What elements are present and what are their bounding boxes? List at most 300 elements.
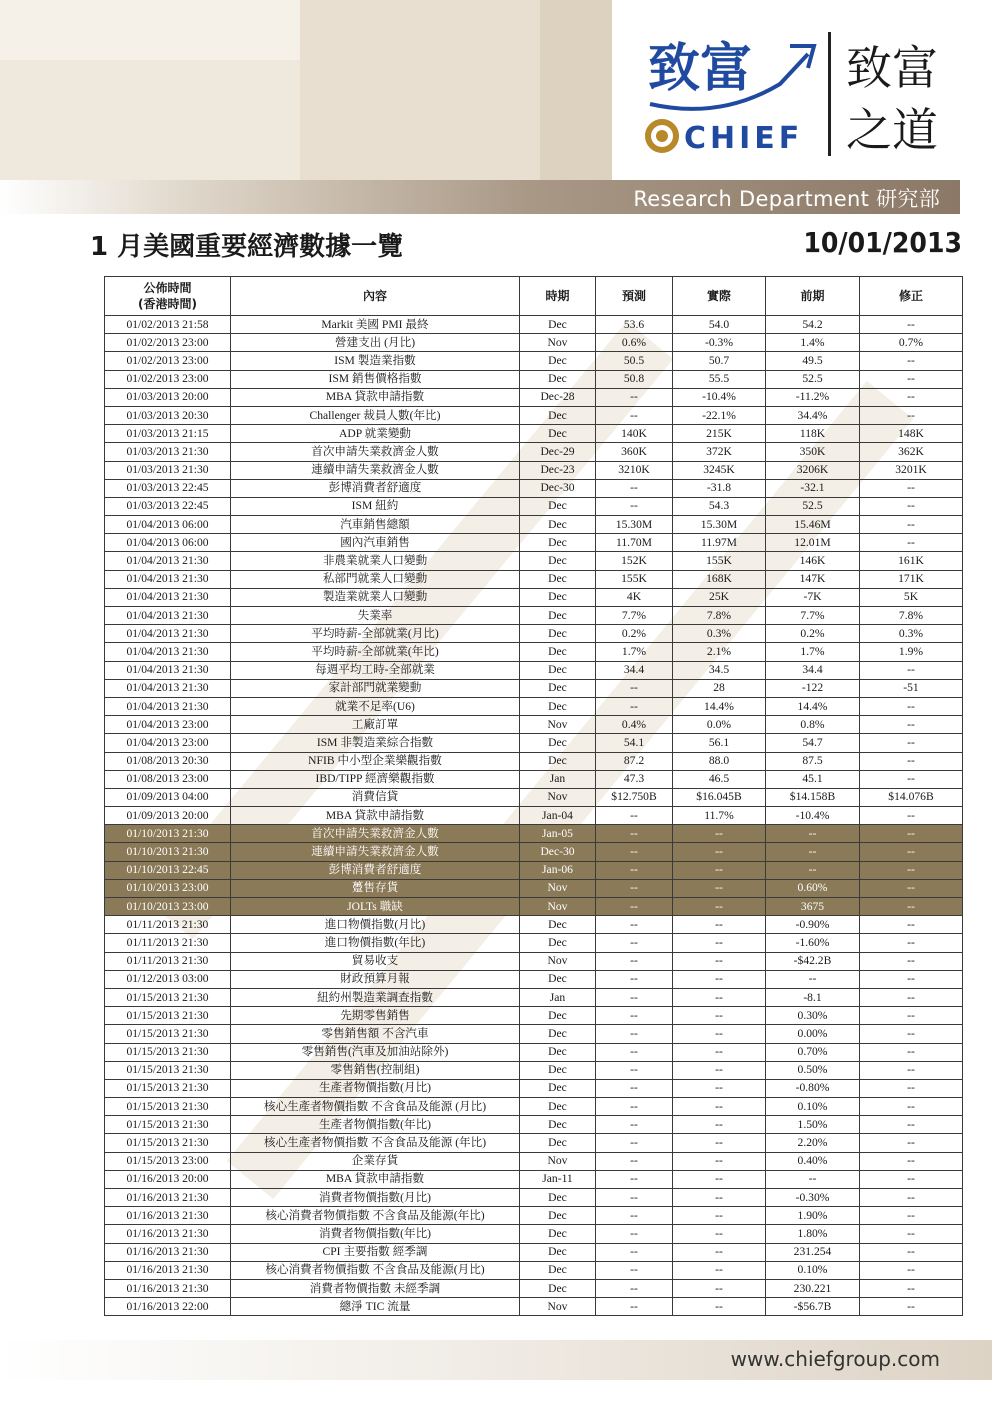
cell-release-time: 01/02/2013 23:00 — [105, 352, 231, 370]
column-header-release-time: 公佈時間 (香港時間) — [105, 277, 231, 316]
cell-release-time: 01/15/2013 21:30 — [105, 1025, 231, 1043]
cell-content: 營建支出 (月比) — [231, 334, 520, 352]
cell-content: 零售銷售(控制組) — [231, 1061, 520, 1079]
cell-previous: 0.70% — [766, 1043, 860, 1061]
cell-previous: 2.20% — [766, 1134, 860, 1152]
cell-revised: 161K — [860, 552, 963, 570]
cell-revised: -- — [860, 898, 963, 916]
cell-revised: -- — [860, 1298, 963, 1316]
cell-revised: -- — [860, 825, 963, 843]
cell-content: 失業率 — [231, 607, 520, 625]
cell-release-time: 01/15/2013 21:30 — [105, 988, 231, 1006]
cell-actual: $16.045B — [673, 788, 766, 806]
cell-previous: -- — [766, 843, 860, 861]
cell-content: 核心消費者物價指數 不含食品及能源(年比) — [231, 1207, 520, 1225]
cell-release-time: 01/15/2013 21:30 — [105, 1007, 231, 1025]
cell-period: Nov — [520, 716, 596, 734]
cell-actual: -22.1% — [673, 406, 766, 424]
cell-previous: 0.30% — [766, 1007, 860, 1025]
cell-revised: -- — [860, 1061, 963, 1079]
cell-content: ADP 就業變動 — [231, 425, 520, 443]
cell-previous: 87.5 — [766, 752, 860, 770]
cell-release-time: 01/03/2013 22:45 — [105, 497, 231, 515]
cell-content: MBA 貸款申請指數 — [231, 388, 520, 406]
cell-period: Dec-29 — [520, 443, 596, 461]
cell-revised: -- — [860, 1043, 963, 1061]
cell-forecast: -- — [596, 1116, 673, 1134]
cell-actual: -- — [673, 1098, 766, 1116]
cell-content: 進口物價指數(月比) — [231, 916, 520, 934]
table-row — [105, 988, 963, 1006]
cell-forecast: -- — [596, 406, 673, 424]
table-row — [105, 970, 963, 988]
cell-content: CPI 主要指數 經季調 — [231, 1243, 520, 1261]
table-row — [105, 1261, 963, 1279]
cell-content: 總淨 TIC 流量 — [231, 1298, 520, 1316]
cell-period: Dec — [520, 734, 596, 752]
cell-period: Dec — [520, 1061, 596, 1079]
cell-period: Dec-23 — [520, 461, 596, 479]
cell-revised: -- — [860, 661, 963, 679]
cell-actual: 11.7% — [673, 807, 766, 825]
cell-actual: 11.97M — [673, 534, 766, 552]
cell-revised: 148K — [860, 425, 963, 443]
table-row — [105, 734, 963, 752]
cell-forecast: -- — [596, 1243, 673, 1261]
cell-actual: -- — [673, 970, 766, 988]
cell-period: Dec — [520, 643, 596, 661]
cell-content: 財政預算月報 — [231, 970, 520, 988]
cell-forecast: 50.5 — [596, 352, 673, 370]
chief-logo — [640, 24, 960, 164]
cell-release-time: 01/15/2013 21:30 — [105, 1098, 231, 1116]
cell-content: 企業存貨 — [231, 1152, 520, 1170]
cell-previous: -- — [766, 970, 860, 988]
cell-period: Nov — [520, 1298, 596, 1316]
column-header-revised: 修正 — [860, 277, 963, 316]
cell-forecast: -- — [596, 697, 673, 715]
cell-forecast: 15.30M — [596, 516, 673, 534]
cell-previous: -0.80% — [766, 1079, 860, 1097]
cell-revised: -- — [860, 1243, 963, 1261]
cell-previous: 3206K — [766, 461, 860, 479]
cell-previous: 12.01M — [766, 534, 860, 552]
cell-release-time: 01/04/2013 21:30 — [105, 552, 231, 570]
cell-content: ISM 銷售價格指數 — [231, 370, 520, 388]
cell-forecast: 360K — [596, 443, 673, 461]
table-row — [105, 1079, 963, 1097]
cell-content: 躉售存貨 — [231, 879, 520, 897]
cell-actual: 15.30M — [673, 516, 766, 534]
cell-previous: 0.60% — [766, 879, 860, 897]
cell-content: 零售銷售(汽車及加油站除外) — [231, 1043, 520, 1061]
cell-actual: 0.3% — [673, 625, 766, 643]
table-row — [105, 443, 963, 461]
cell-actual: -- — [673, 879, 766, 897]
cell-actual: 168K — [673, 570, 766, 588]
cell-actual: 0.0% — [673, 716, 766, 734]
cell-revised: -- — [860, 1170, 963, 1188]
cell-previous: -0.30% — [766, 1189, 860, 1207]
table-row — [105, 643, 963, 661]
cell-forecast: -- — [596, 1061, 673, 1079]
cell-content: 汽車銷售總額 — [231, 516, 520, 534]
cell-previous: 15.46M — [766, 516, 860, 534]
cell-actual: -- — [673, 952, 766, 970]
cell-revised: -- — [860, 406, 963, 424]
cell-previous: 14.4% — [766, 697, 860, 715]
cell-release-time: 01/04/2013 23:00 — [105, 716, 231, 734]
table-row — [105, 1043, 963, 1061]
cell-forecast: 34.4 — [596, 661, 673, 679]
cell-revised: -- — [860, 1225, 963, 1243]
cell-forecast: -- — [596, 1261, 673, 1279]
table-row — [105, 1298, 963, 1316]
cell-forecast: 0.6% — [596, 334, 673, 352]
cell-period: Dec — [520, 970, 596, 988]
cell-previous: 1.90% — [766, 1207, 860, 1225]
cell-release-time: 01/16/2013 21:30 — [105, 1225, 231, 1243]
table-row — [105, 898, 963, 916]
table-row — [105, 516, 963, 534]
cell-content: 平均時薪-全部就業(月比) — [231, 625, 520, 643]
cell-previous: -32.1 — [766, 479, 860, 497]
cell-revised: -- — [860, 879, 963, 897]
cell-revised: 0.3% — [860, 625, 963, 643]
cell-forecast: 47.3 — [596, 770, 673, 788]
cell-content: 首次申請失業救濟金人數 — [231, 443, 520, 461]
cell-forecast: 1.7% — [596, 643, 673, 661]
cell-actual: -- — [673, 1079, 766, 1097]
logo-wordmark-en: CHIEF — [684, 121, 804, 156]
cell-period: Dec — [520, 1207, 596, 1225]
cell-revised: 171K — [860, 570, 963, 588]
cell-period: Dec — [520, 516, 596, 534]
cell-content: Challenger 裁員人數(年比) — [231, 406, 520, 424]
cell-forecast: 0.4% — [596, 716, 673, 734]
cell-revised: -- — [860, 1134, 963, 1152]
cell-forecast: 140K — [596, 425, 673, 443]
cell-revised: -- — [860, 807, 963, 825]
cell-forecast: -- — [596, 916, 673, 934]
cell-actual: 88.0 — [673, 752, 766, 770]
cell-content: 就業不足率(U6) — [231, 697, 520, 715]
cell-forecast: -- — [596, 970, 673, 988]
cell-release-time: 01/04/2013 06:00 — [105, 516, 231, 534]
cell-content: 彭博消費者舒適度 — [231, 479, 520, 497]
cell-revised: -- — [860, 988, 963, 1006]
cell-content: 核心消費者物價指數 不含食品及能源(月比) — [231, 1261, 520, 1279]
table-row — [105, 843, 963, 861]
cell-content: 進口物價指數(年比) — [231, 934, 520, 952]
table-row — [105, 770, 963, 788]
cell-actual: -- — [673, 1189, 766, 1207]
cell-content: 工廠訂單 — [231, 716, 520, 734]
cell-actual: -- — [673, 1007, 766, 1025]
table-row — [105, 788, 963, 806]
table-row — [105, 934, 963, 952]
column-header-previous: 前期 — [766, 277, 860, 316]
cell-previous: -$56.7B — [766, 1298, 860, 1316]
cell-previous: -122 — [766, 679, 860, 697]
cell-actual: 215K — [673, 425, 766, 443]
cell-period: Dec — [520, 1079, 596, 1097]
cell-period: Dec — [520, 661, 596, 679]
cell-actual: -- — [673, 1025, 766, 1043]
table-row — [105, 1116, 963, 1134]
cell-release-time: 01/11/2013 21:30 — [105, 934, 231, 952]
cell-previous: 350K — [766, 443, 860, 461]
cell-actual: 14.4% — [673, 697, 766, 715]
cell-previous: 146K — [766, 552, 860, 570]
cell-content: 彭博消費者舒適度 — [231, 861, 520, 879]
economic-data-table — [104, 276, 963, 1316]
cell-period: Dec-28 — [520, 388, 596, 406]
cell-period: Jan-11 — [520, 1170, 596, 1188]
cell-actual: -10.4% — [673, 388, 766, 406]
cell-content: 首次申請失業救濟金人數 — [231, 825, 520, 843]
cell-period: Dec — [520, 1025, 596, 1043]
cell-revised: -- — [860, 1189, 963, 1207]
cell-content: 連續申請失業救濟金人數 — [231, 843, 520, 861]
cell-period: Dec — [520, 607, 596, 625]
cell-actual: 28 — [673, 679, 766, 697]
cell-period: Jan — [520, 988, 596, 1006]
cell-period: Dec — [520, 570, 596, 588]
cell-period: Nov — [520, 898, 596, 916]
cell-period: Dec — [520, 352, 596, 370]
cell-period: Nov — [520, 879, 596, 897]
cell-actual: 50.7 — [673, 352, 766, 370]
cell-previous: 230.221 — [766, 1279, 860, 1297]
table-row — [105, 952, 963, 970]
table-row — [105, 1170, 963, 1188]
cell-period: Jan — [520, 770, 596, 788]
cell-revised: -- — [860, 370, 963, 388]
cell-release-time: 01/03/2013 22:45 — [105, 479, 231, 497]
cell-actual: -- — [673, 1298, 766, 1316]
cell-previous: 52.5 — [766, 370, 860, 388]
cell-release-time: 01/03/2013 21:30 — [105, 461, 231, 479]
cell-release-time: 01/16/2013 21:30 — [105, 1207, 231, 1225]
cell-period: Dec — [520, 1134, 596, 1152]
cell-forecast: -- — [596, 879, 673, 897]
table-row — [105, 716, 963, 734]
cell-content: 消費信貸 — [231, 788, 520, 806]
table-row — [105, 570, 963, 588]
footer-url[interactable]: www.chiefgroup.com — [730, 1347, 940, 1371]
cell-release-time: 01/04/2013 21:30 — [105, 625, 231, 643]
cell-previous: $14.158B — [766, 788, 860, 806]
cell-forecast: -- — [596, 388, 673, 406]
cell-content: NFIB 中小型企業樂觀指數 — [231, 752, 520, 770]
cell-period: Dec — [520, 552, 596, 570]
cell-actual: 54.0 — [673, 316, 766, 334]
cell-release-time: 01/09/2013 04:00 — [105, 788, 231, 806]
table-row — [105, 1207, 963, 1225]
cell-previous: 1.4% — [766, 334, 860, 352]
cell-actual: -- — [673, 1279, 766, 1297]
cell-forecast: -- — [596, 1025, 673, 1043]
table-row — [105, 352, 963, 370]
cell-release-time: 01/10/2013 23:00 — [105, 898, 231, 916]
cell-release-time: 01/04/2013 21:30 — [105, 570, 231, 588]
cell-previous: -11.2% — [766, 388, 860, 406]
cell-release-time: 01/15/2013 21:30 — [105, 1061, 231, 1079]
cell-period: Dec — [520, 679, 596, 697]
cell-previous: 52.5 — [766, 497, 860, 515]
cell-forecast: -- — [596, 1007, 673, 1025]
cell-release-time: 01/15/2013 23:00 — [105, 1152, 231, 1170]
cell-previous: 1.50% — [766, 1116, 860, 1134]
cell-revised: -- — [860, 534, 963, 552]
cell-forecast: -- — [596, 1207, 673, 1225]
cell-previous: -1.60% — [766, 934, 860, 952]
cell-revised: 362K — [860, 443, 963, 461]
header-decoration — [0, 0, 612, 180]
cell-release-time: 01/12/2013 03:00 — [105, 970, 231, 988]
column-header-forecast: 預測 — [596, 277, 673, 316]
cell-revised: -- — [860, 843, 963, 861]
cell-actual: -- — [673, 1152, 766, 1170]
cell-period: Dec — [520, 425, 596, 443]
table-row — [105, 825, 963, 843]
cell-forecast: -- — [596, 843, 673, 861]
cell-previous: 0.50% — [766, 1061, 860, 1079]
cell-revised: 7.8% — [860, 607, 963, 625]
cell-content: ISM 製造業指數 — [231, 352, 520, 370]
cell-revised: 3201K — [860, 461, 963, 479]
cell-forecast: -- — [596, 1298, 673, 1316]
table-row — [105, 607, 963, 625]
table-row — [105, 425, 963, 443]
cell-revised: -- — [860, 497, 963, 515]
cell-content: 核心生產者物價指數 不含食品及能源 (月比) — [231, 1098, 520, 1116]
cell-previous: 3675 — [766, 898, 860, 916]
cell-revised: -- — [860, 734, 963, 752]
table-row — [105, 388, 963, 406]
table-row — [105, 1134, 963, 1152]
cell-revised: 1.9% — [860, 643, 963, 661]
cell-previous: -- — [766, 1170, 860, 1188]
cell-period: Dec — [520, 1007, 596, 1025]
cell-actual: -- — [673, 1170, 766, 1188]
cell-forecast: -- — [596, 497, 673, 515]
cell-forecast: -- — [596, 861, 673, 879]
cell-previous: 34.4 — [766, 661, 860, 679]
table-row — [105, 334, 963, 352]
cell-previous: 231.254 — [766, 1243, 860, 1261]
cell-forecast: -- — [596, 952, 673, 970]
cell-content: Markit 美國 PMI 最終 — [231, 316, 520, 334]
cell-actual: -- — [673, 898, 766, 916]
cell-forecast: -- — [596, 1043, 673, 1061]
cell-revised: -- — [860, 316, 963, 334]
cell-release-time: 01/16/2013 20:00 — [105, 1170, 231, 1188]
cell-period: Nov — [520, 1152, 596, 1170]
cell-period: Dec-30 — [520, 479, 596, 497]
cell-period: Dec — [520, 1043, 596, 1061]
cell-revised: -- — [860, 1098, 963, 1116]
slogan-line-2: 之道 — [846, 103, 938, 157]
cell-period: Dec — [520, 1243, 596, 1261]
table-row — [105, 1243, 963, 1261]
table-row — [105, 406, 963, 424]
page-title: 1 月美國重要經濟數據一覽 — [90, 232, 404, 262]
cell-release-time: 01/03/2013 21:30 — [105, 443, 231, 461]
cell-forecast: -- — [596, 1225, 673, 1243]
slogan-line-1: 致富 — [846, 41, 938, 95]
cell-content: 消費者物價指數(月比) — [231, 1189, 520, 1207]
cell-period: Dec — [520, 370, 596, 388]
cell-revised: -- — [860, 516, 963, 534]
cell-revised: -- — [860, 1279, 963, 1297]
cell-revised: -- — [860, 1079, 963, 1097]
cell-release-time: 01/04/2013 21:30 — [105, 607, 231, 625]
cell-actual: 55.5 — [673, 370, 766, 388]
cell-forecast: 152K — [596, 552, 673, 570]
cell-content: 國內汽車銷售 — [231, 534, 520, 552]
cell-previous: 54.7 — [766, 734, 860, 752]
cell-revised: $14.076B — [860, 788, 963, 806]
table-row — [105, 534, 963, 552]
cell-previous: 118K — [766, 425, 860, 443]
cell-content: 消費者物價指數(年比) — [231, 1225, 520, 1243]
cell-release-time: 01/16/2013 21:30 — [105, 1243, 231, 1261]
table-row — [105, 497, 963, 515]
cell-revised: 5K — [860, 588, 963, 606]
cell-period: Dec — [520, 697, 596, 715]
table-row — [105, 916, 963, 934]
cell-actual: 34.5 — [673, 661, 766, 679]
cell-content: 先期零售銷售 — [231, 1007, 520, 1025]
cell-content: 消費者物價指數 未經季調 — [231, 1279, 520, 1297]
table-row — [105, 879, 963, 897]
cell-previous: 1.80% — [766, 1225, 860, 1243]
cell-period: Dec — [520, 1098, 596, 1116]
table-row — [105, 752, 963, 770]
cell-actual: 54.3 — [673, 497, 766, 515]
cell-actual: 46.5 — [673, 770, 766, 788]
cell-forecast: -- — [596, 934, 673, 952]
cell-forecast: 54.1 — [596, 734, 673, 752]
cell-forecast: -- — [596, 1134, 673, 1152]
cell-release-time: 01/03/2013 20:00 — [105, 388, 231, 406]
cell-period: Dec — [520, 752, 596, 770]
cell-previous: 1.7% — [766, 643, 860, 661]
table-row — [105, 588, 963, 606]
cell-previous: 45.1 — [766, 770, 860, 788]
cell-content: 紐約州製造業調查指數 — [231, 988, 520, 1006]
cell-revised: -- — [860, 952, 963, 970]
cell-previous: 49.5 — [766, 352, 860, 370]
cell-revised: -- — [860, 352, 963, 370]
cell-period: Dec — [520, 934, 596, 952]
cell-previous: 34.4% — [766, 406, 860, 424]
cell-forecast: -- — [596, 1279, 673, 1297]
cell-previous: 0.40% — [766, 1152, 860, 1170]
cell-previous: 0.8% — [766, 716, 860, 734]
cell-release-time: 01/04/2013 21:30 — [105, 697, 231, 715]
cell-period: Dec — [520, 625, 596, 643]
cell-actual: -31.8 — [673, 479, 766, 497]
cell-previous: -$42.2B — [766, 952, 860, 970]
cell-release-time: 01/15/2013 21:30 — [105, 1043, 231, 1061]
cell-actual: -- — [673, 934, 766, 952]
table-row — [105, 370, 963, 388]
cell-release-time: 01/16/2013 21:30 — [105, 1261, 231, 1279]
cell-release-time: 01/16/2013 22:00 — [105, 1298, 231, 1316]
